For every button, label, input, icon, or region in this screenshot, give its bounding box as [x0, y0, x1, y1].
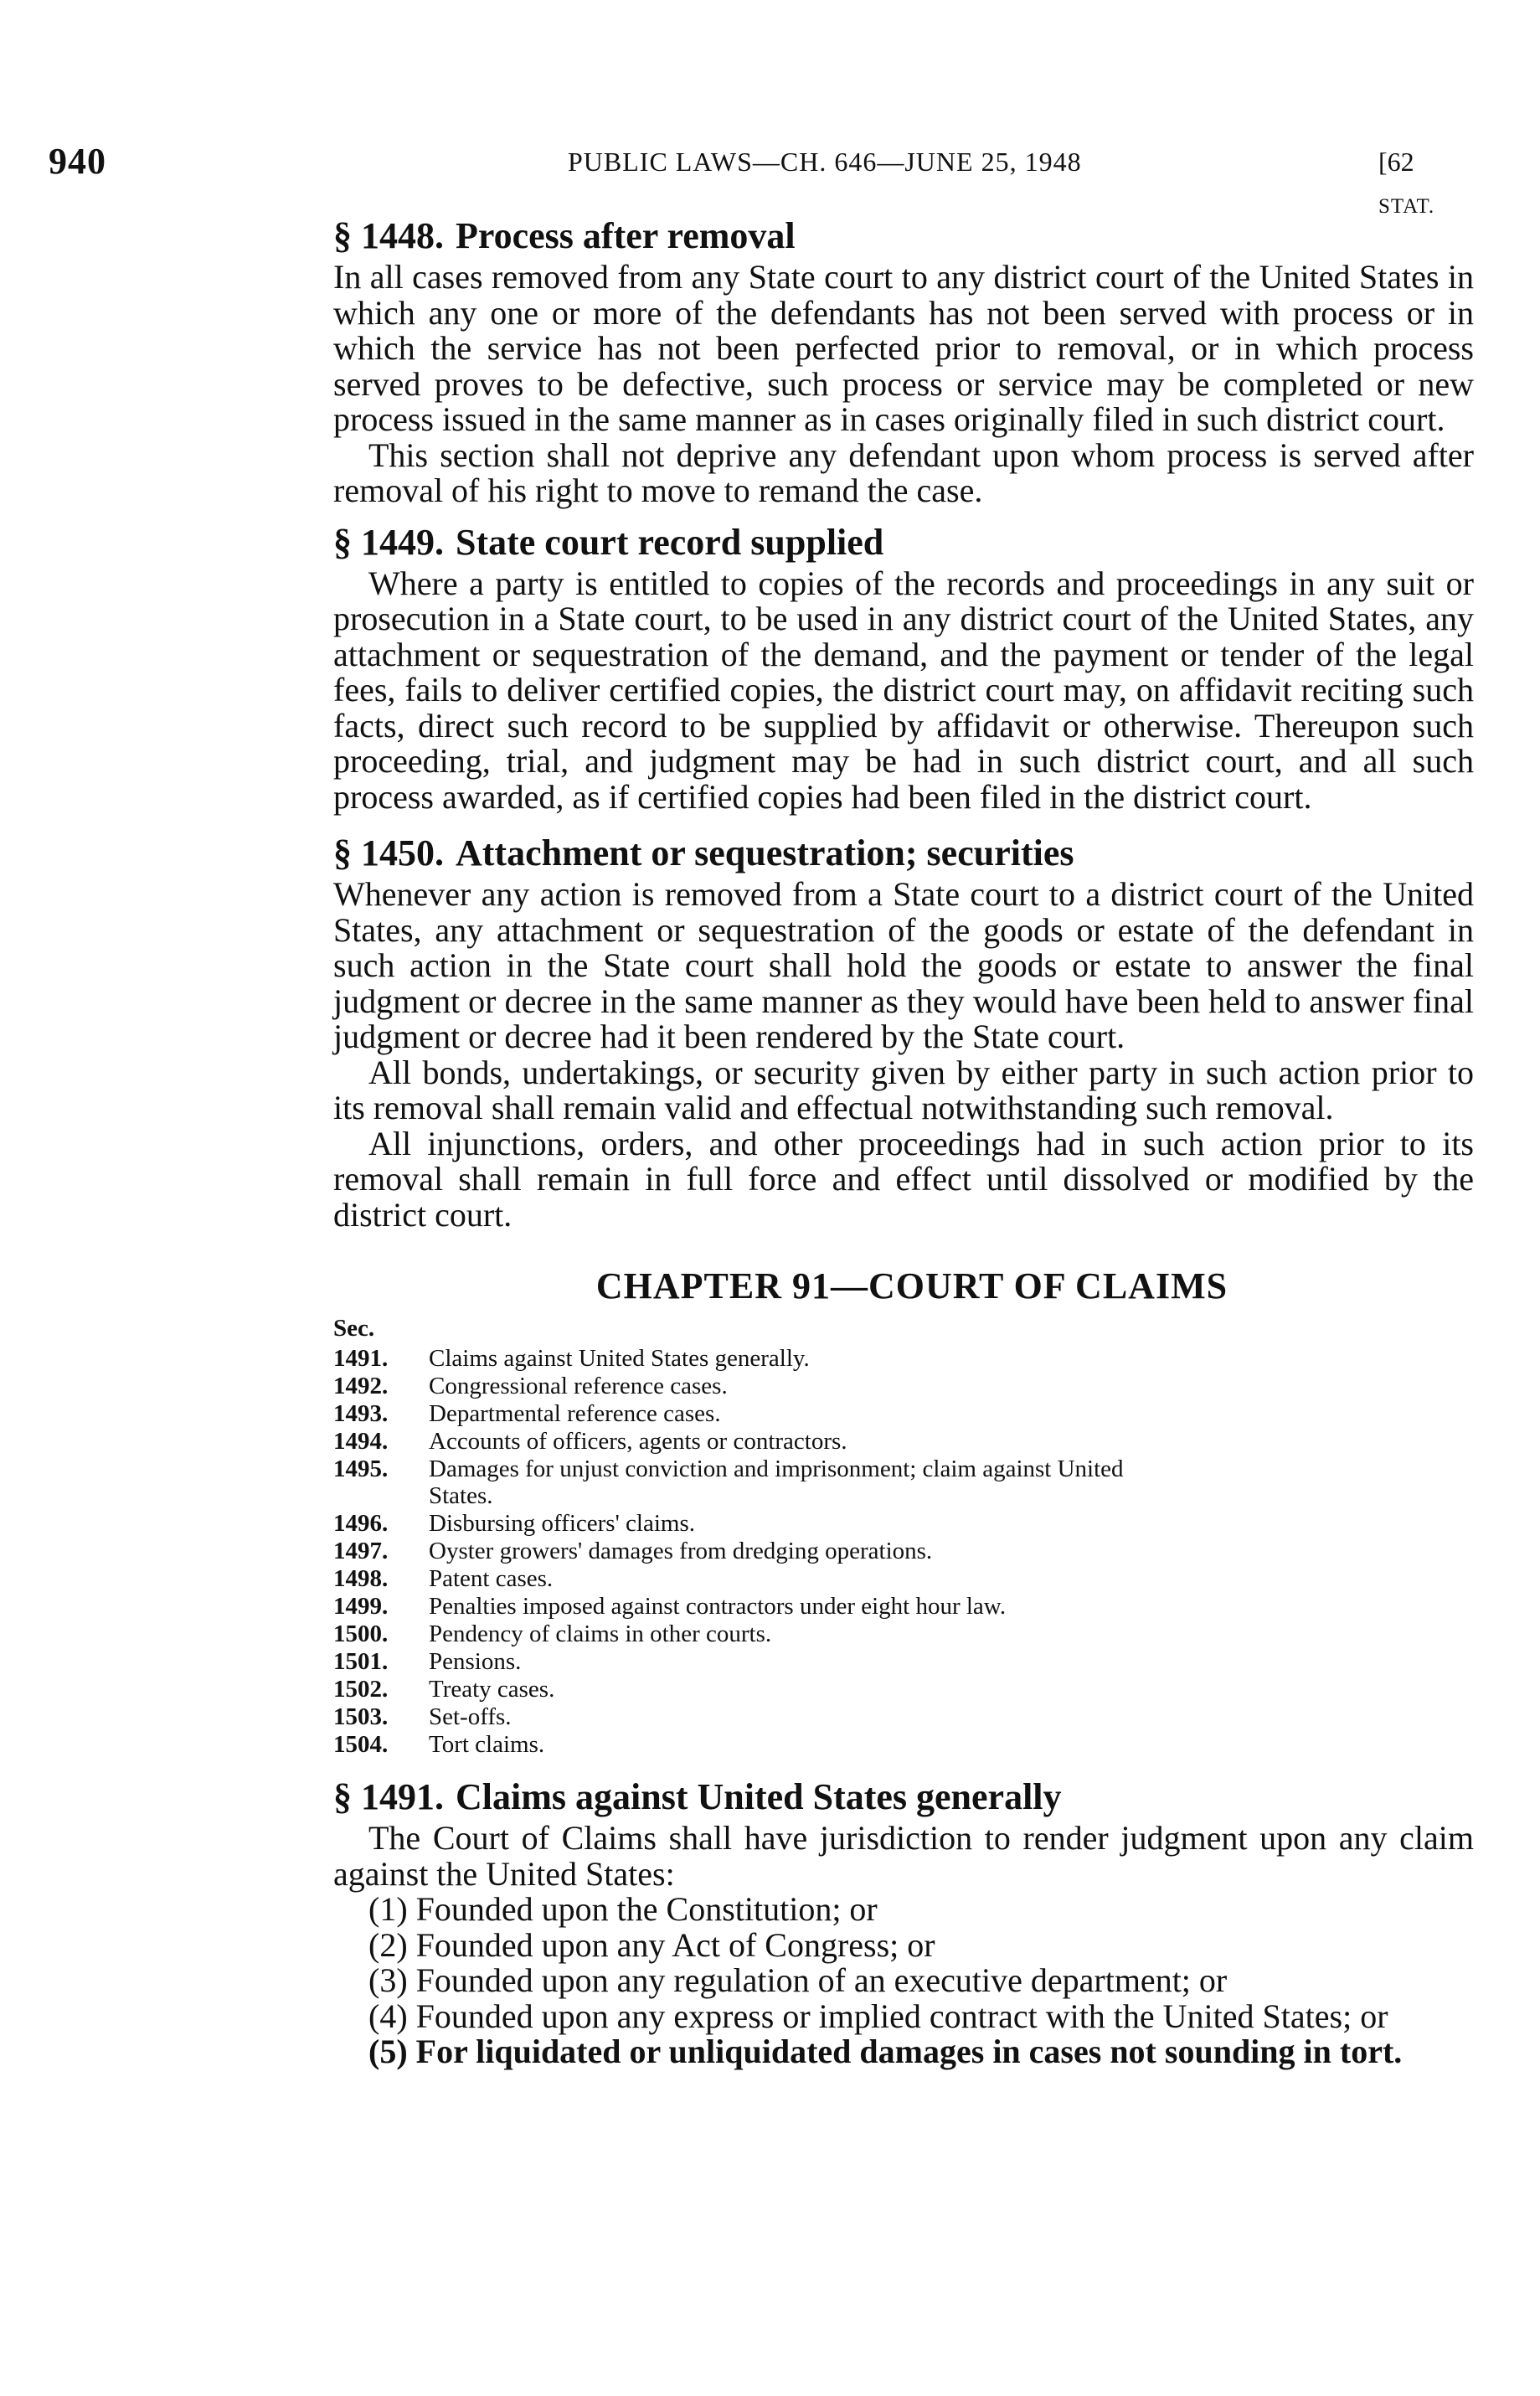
- section-1491-clause-5: (5) For liquidated or unliquidated damages in cases not sounding in tort.: [368, 2033, 1403, 2070]
- toc-sec-label: Sec.: [333, 1315, 375, 1342]
- toc-entry-title: Departmental reference cases.: [429, 1400, 721, 1427]
- toc-entry: [333, 1676, 1474, 1703]
- toc-entry-number: 1502.: [333, 1676, 389, 1703]
- toc-entry: [333, 1373, 1474, 1400]
- toc-entry: [333, 1345, 1474, 1373]
- section-number: § 1491.: [333, 1776, 444, 1817]
- section-title: Attachment or sequestration; securities: [456, 832, 1074, 873]
- toc-entry: [333, 1428, 1474, 1456]
- toc-entry-continuation: States.: [429, 1482, 493, 1509]
- toc-entry-title: Oyster growers' damages from dredging operations.: [429, 1538, 933, 1564]
- toc-entry: [333, 1400, 1474, 1428]
- toc-entry-number: 1500.: [333, 1621, 389, 1647]
- section-1491-clause-1: (1) Founded upon the Constitution; or: [368, 1890, 878, 1928]
- toc-entry-title: Pendency of claims in other courts.: [429, 1621, 772, 1647]
- page-body: [333, 213, 1474, 2070]
- section-number: § 1450.: [333, 832, 444, 873]
- section-number: § 1449.: [333, 521, 444, 563]
- section-heading-1449: [333, 519, 1474, 566]
- section-1450-paragraph-2: All bonds, undertakings, or security given by either party in such action prior to its removal shall remain valid and effectual notwithstanding such removal.: [333, 1053, 1474, 1126]
- toc-entry: [333, 1510, 1474, 1538]
- section-title: Claims against United States generally: [456, 1776, 1062, 1817]
- toc-entry-number: 1503.: [333, 1703, 389, 1730]
- toc-entry-number: 1496.: [333, 1510, 389, 1537]
- section-1450-paragraph-3: All injunctions, orders, and other proceedings had in such action prior to its removal shall remain in full force and effect until dissolved or modified by the district court.: [333, 1124, 1474, 1234]
- section-1448-paragraph-1: In all cases removed from any State court to any district court of the United States in which any one or more of the defendants has not been served with process or in which the service has not been perfected prior to removal, or in which process served proves to be defective, such process or service may be completed or new process issued in the same manner as in cases originally filed in such district court.: [333, 258, 1474, 438]
- statute-bracket: [62: [1378, 147, 1414, 177]
- toc-entry-title: Treaty cases.: [429, 1676, 555, 1703]
- section-1491-clause-4: (4) Founded upon any express or implied contract with the United States; or: [368, 1997, 1388, 2035]
- toc-entry-number: 1491.: [333, 1345, 389, 1372]
- toc-entry-number: 1497.: [333, 1538, 389, 1564]
- toc-entry-number: 1493.: [333, 1400, 389, 1427]
- statute-label: STAT.: [1378, 195, 1435, 218]
- toc-entry: [333, 1621, 1474, 1648]
- toc-entry-title: Set-offs.: [429, 1703, 512, 1730]
- toc-entry: [333, 1538, 1474, 1565]
- section-heading-1448: [333, 213, 1474, 260]
- toc-entry-title: Accounts of officers, agents or contractors.: [429, 1428, 847, 1455]
- toc-entry-number: 1492.: [333, 1373, 389, 1399]
- toc-entry-number: 1495.: [333, 1456, 389, 1482]
- section-1449-paragraph-1: Where a party is entitled to copies of the records and proceedings in any suit or prosecution in a State court, to be used in any district court of the United States, any attachment or sequestration of the demand, and the payment or tender of the legal fees, fails to deliver certified copies, the district court may, on affidavit reciting such facts, direct such record to be supplied by affidavit or otherwise. Thereupon such proceeding, trial, and judgment may be had in such district court, and all such process awarded, as if certified copies had been filed in the district court.: [333, 564, 1474, 816]
- section-1491-clause-2: (2) Founded upon any Act of Congress; or: [368, 1925, 935, 1964]
- toc-entry-title: Patent cases.: [429, 1565, 554, 1592]
- toc-entry-title: Claims against United States generally.: [429, 1345, 810, 1372]
- toc-entry: [333, 1593, 1474, 1621]
- toc-entry-title: Penalties imposed against contractors under eight hour law.: [429, 1593, 1007, 1620]
- toc-entry: [333, 1565, 1474, 1593]
- running-header: [49, 141, 1472, 218]
- section-1491-intro: The Court of Claims shall have jurisdiction to render judgment upon any claim against the United States:: [333, 1819, 1474, 1893]
- toc-entry-number: 1494.: [333, 1428, 389, 1455]
- toc-entry-title: Disbursing officers' claims.: [429, 1510, 695, 1537]
- toc-entry: [333, 1456, 1474, 1510]
- section-1450-paragraph-1: Whenever any action is removed from a State court to a district court of the United States, any attachment or sequestration of the goods or estate of the defendant in such action in the State court shall hold the goods or estate to answer the final judgment or decree in the same manner as they would have been held to answer final judgment or decree had it been rendered by the State court.: [333, 875, 1474, 1055]
- toc-entry: [333, 1648, 1474, 1676]
- page-number: 940: [49, 141, 106, 182]
- section-heading-1491: [333, 1774, 1474, 1821]
- section-title: Process after removal: [456, 215, 796, 256]
- toc-entry-title: Tort claims.: [429, 1731, 545, 1758]
- running-title: PUBLIC LAWS—CH. 646—JUNE 25, 1948: [568, 147, 1082, 177]
- section-heading-1450: [333, 830, 1474, 877]
- toc-entry-title: Congressional reference cases.: [429, 1373, 728, 1399]
- toc-entry-title: Damages for unjust conviction and imprisonment; claim against United: [429, 1456, 1124, 1482]
- toc-entry-number: 1501.: [333, 1648, 389, 1675]
- section-number: § 1448.: [333, 215, 444, 256]
- section-title: State court record supplied: [456, 521, 884, 563]
- chapter-table-of-contents: [333, 1345, 1474, 1759]
- toc-entry-number: 1498.: [333, 1565, 389, 1592]
- toc-entry-title: Pensions.: [429, 1648, 522, 1675]
- chapter-heading: CHAPTER 91—COURT OF CLAIMS: [595, 1265, 1228, 1306]
- toc-entry: [333, 1731, 1474, 1759]
- toc-entry-number: 1499.: [333, 1593, 389, 1620]
- toc-entry: [333, 1703, 1474, 1731]
- section-1448-paragraph-2: This section shall not deprive any defendant upon whom process is served after removal of his right to move to remand the case.: [333, 435, 1474, 509]
- toc-entry-number: 1504.: [333, 1731, 389, 1758]
- section-1491-clause-3: (3) Founded upon any regulation of an executive department; or: [368, 1961, 1228, 1999]
